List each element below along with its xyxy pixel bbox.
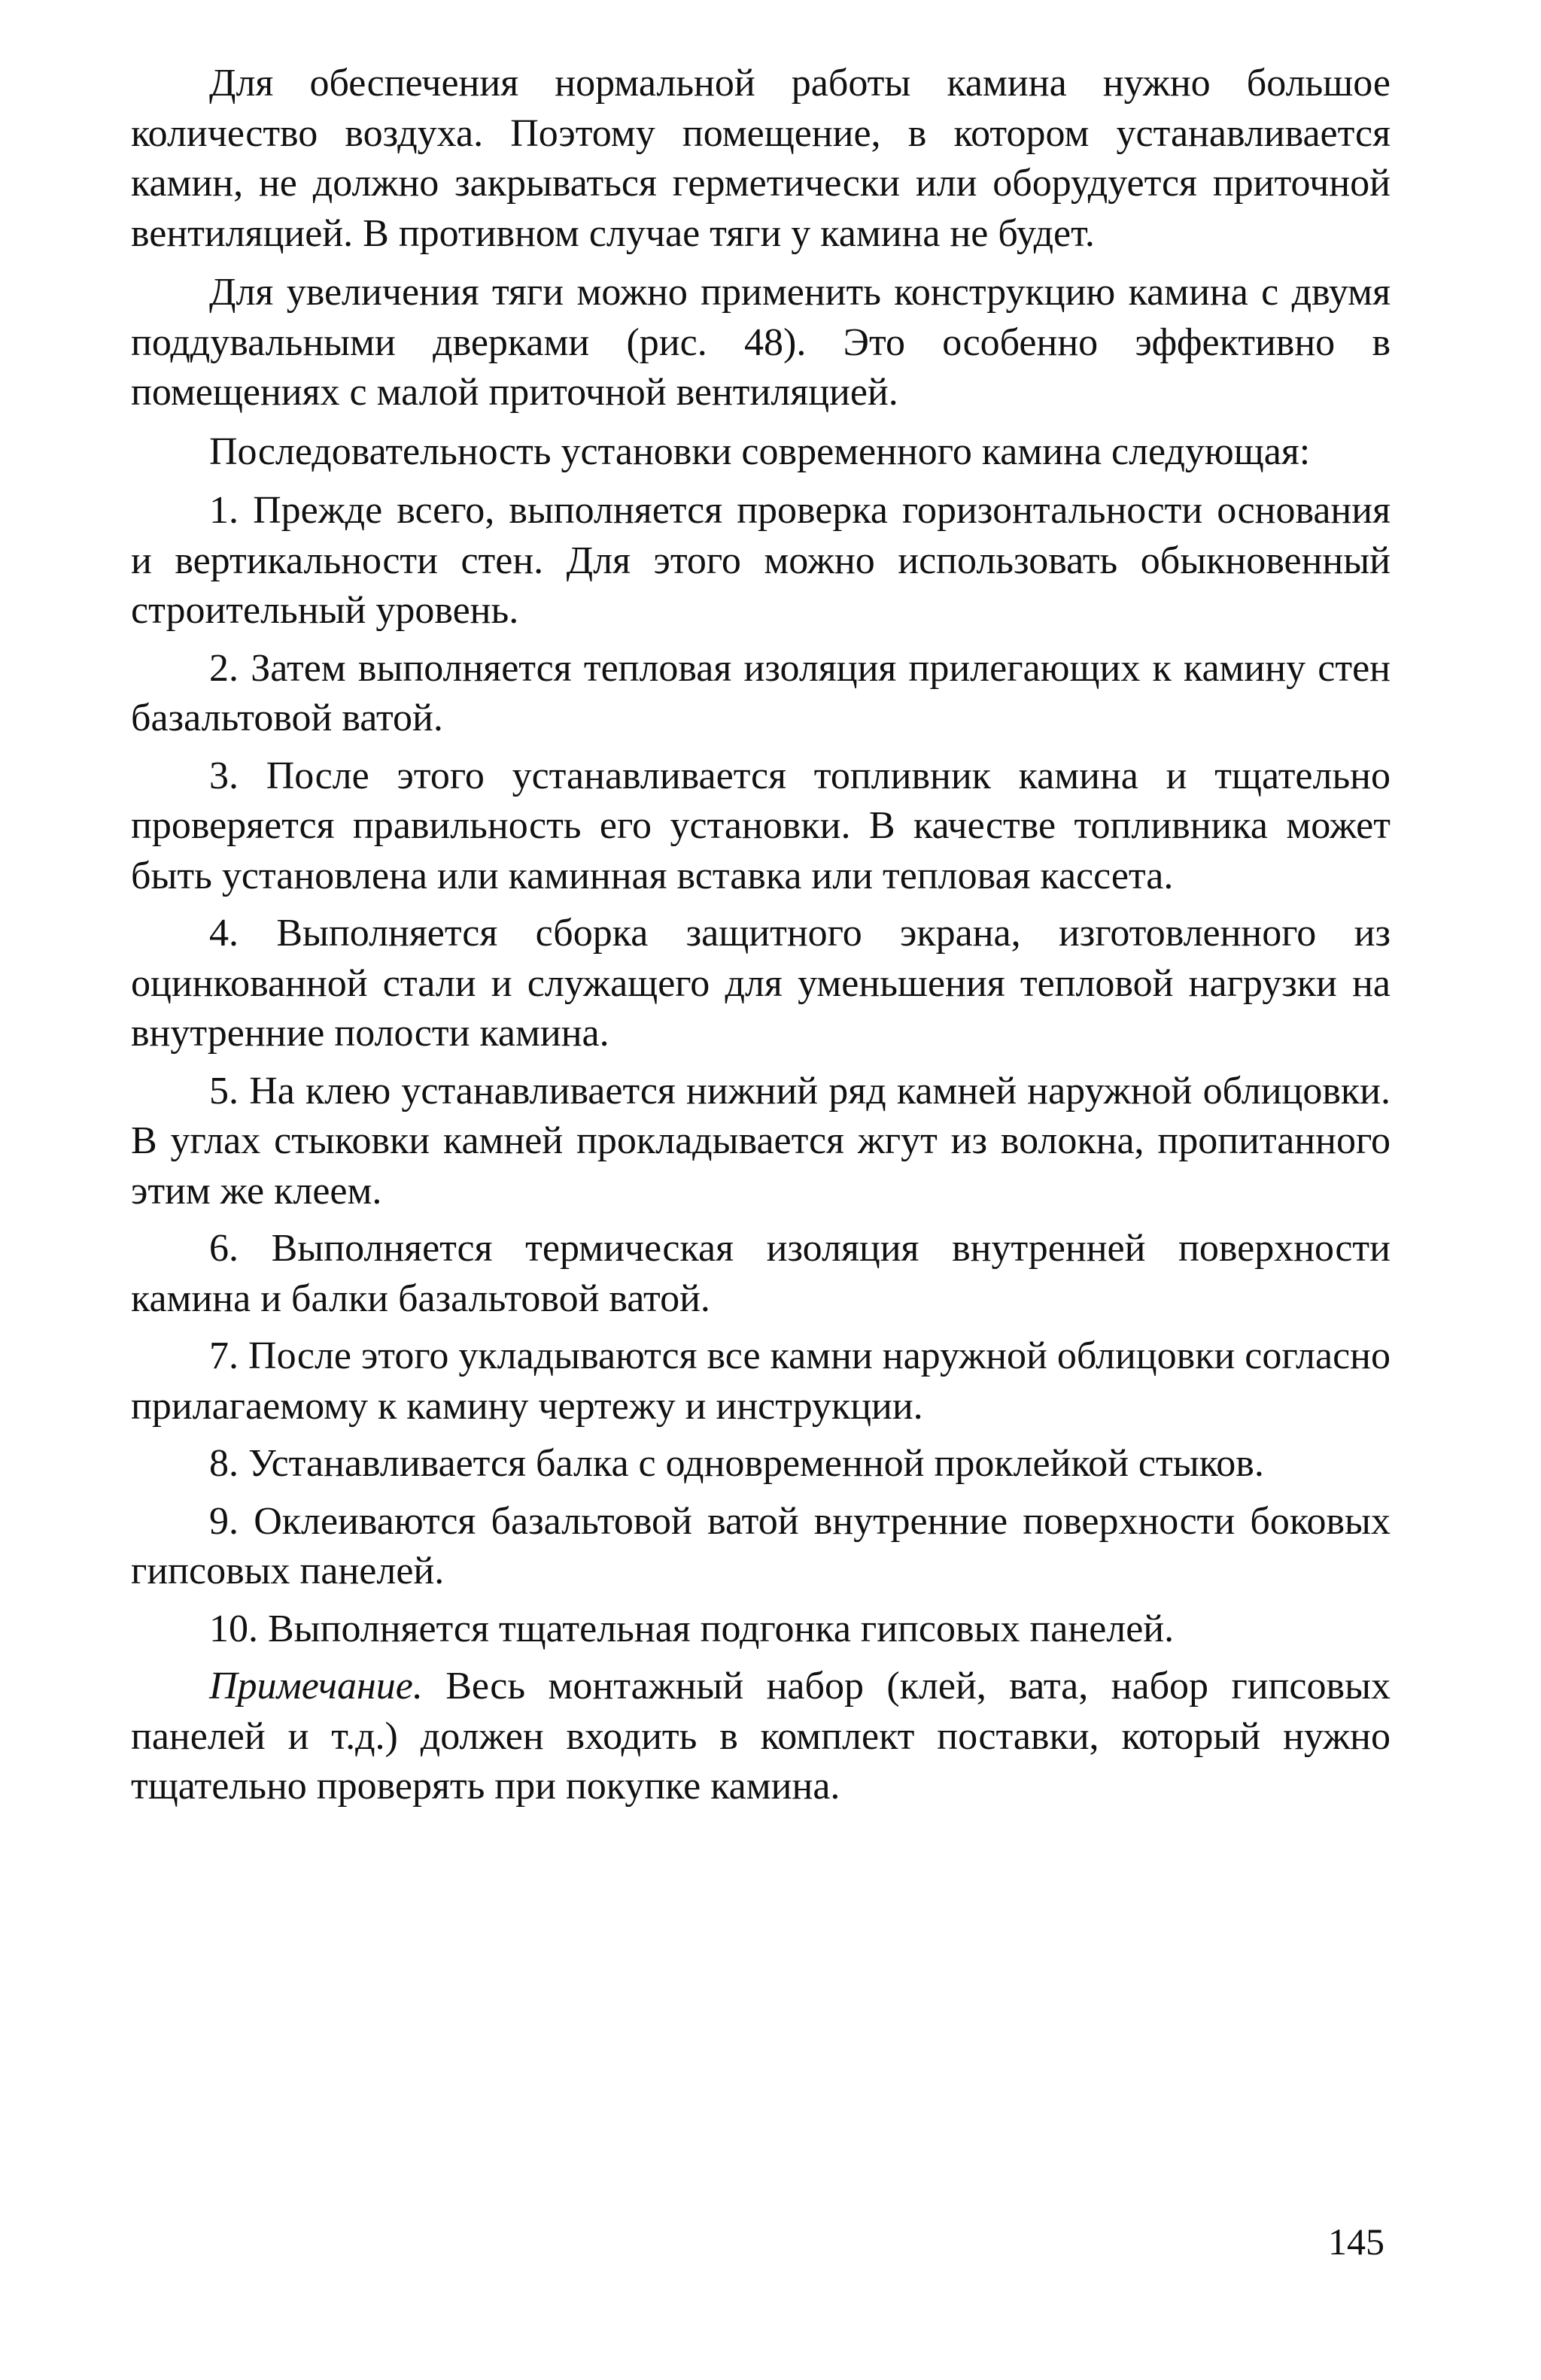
step-8: 8. Устанавливается балка с одновременной проклейкой стыков. [209, 1442, 1264, 1485]
note-paragraph [131, 1662, 1391, 1812]
page-number: 145 [1328, 2221, 1384, 2263]
page-body [131, 59, 1391, 1821]
step-1: 1. Прежде всего, выполняется проверка горизонтальности основания и вертикальности стен. Для этого можно использовать обыкновенный строительный уровень. [131, 489, 1391, 632]
step-10: 10. Выполняется тщательная подгонка гипсовых панелей. [209, 1607, 1175, 1650]
step-4: 4. Выполняется сборка защитного экрана, изготовленного из оцинкованной стали и служащего для уменьшения тепловой нагрузки на внутренние полости камина. [131, 912, 1391, 1055]
step-5: 5. На клею устанавливается нижний ряд камней наружной облицовки. В углах стыковки камней прокладывается жгут из волокна, пропитанного этим же клеем. [131, 1069, 1391, 1213]
paragraph-draft-increase: Для увеличения тяги можно применить конструкцию камина с двумя поддувальными дверками (рис. 48). Это особенно эффективно в помещениях с малой приточной вентиляцией. [131, 271, 1391, 414]
paragraph-sequence-intro: Последовательность установки современного камина следующая: [209, 430, 1311, 473]
step-6: 6. Выполняется термическая изоляция внутренней поверхности камина и балки базальтовой ватой. [131, 1227, 1391, 1320]
step-2: 2. Затем выполняется тепловая изоляция прилегающих к камину стен базальтовой ватой. [131, 646, 1391, 739]
step-3: 3. После этого устанавливается топливник камина и тщательно проверяется правильность его установки. В качестве топливника может быть установлена или каминная вставка или тепловая кассета. [131, 754, 1391, 897]
note-text: Весь монтажный набор (клей, вата, набор гипсовых панелей и т.д.) должен входить в комплект поставки, который нужно тщательно проверять при покупке камина. [131, 1665, 1391, 1808]
step-9: 9. Оклеиваются базальтовой ватой внутренние поверхности боковых гипсовых панелей. [131, 1499, 1391, 1592]
paragraph-air-supply: Для обеспечения нормальной работы камина нужно большое количество воздуха. Поэтому помещение, в котором устанавливается камин, не должно закрываться герметически или оборудуется приточной вентиляцией. В противном случае тяги у камина не будет. [131, 62, 1391, 255]
note-label: Примечание. [209, 1665, 423, 1708]
step-7: 7. После этого укладываются все камни наружной облицовки согласно прилагаемому к камину чертежу и инструкции. [131, 1334, 1391, 1428]
